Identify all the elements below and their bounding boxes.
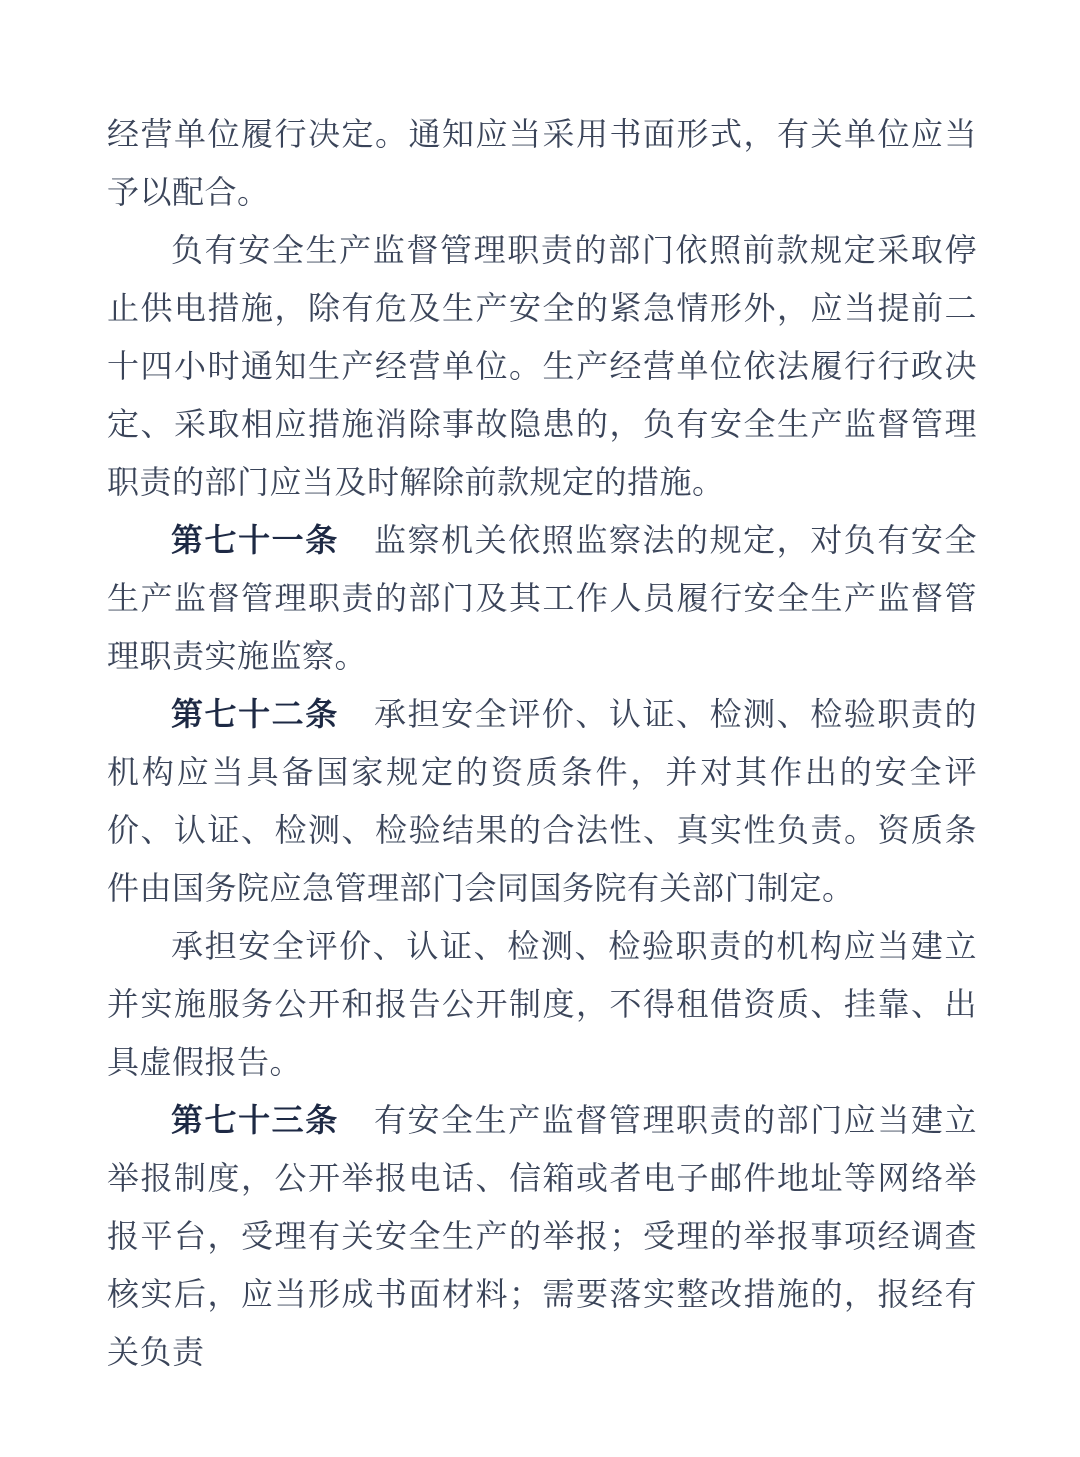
article-number: 第七十三条 [171,1102,339,1138]
paragraph-text: 负有安全生产监督管理职责的部门依照前款规定采取停止供电措施，除有危及生产安全的紧急情形外，应当提前二十四小时通知生产经营单位。生产经营单位依法履行行政决定、采取相应措施消除事故隐患的，负有安全生产监督管理职责的部门应当及时解除前款规定的措施。 [107,232,977,500]
paragraph-continuation [107,105,977,221]
paragraph-text: 承担安全评价、认证、检测、检验职责的机构应当建立并实施服务公开和报告公开制度，不得租借资质、挂靠、出具虚假报告。 [107,928,977,1080]
article-72-paragraph [107,685,977,917]
paragraph-text: 监察机关依照监察法的规定，对负有安全生产监督管理职责的部门及其工作人员履行安全生产监督管理职责实施监察。 [107,522,977,674]
paragraph-text: 经营单位履行决定。通知应当采用书面形式，有关单位应当予以配合。 [107,116,977,210]
paragraph [107,221,977,511]
article-71-paragraph [107,511,977,685]
paragraph-text: 承担安全评价、认证、检测、检验职责的机构应当具备国家规定的资质条件，并对其作出的安全评价、认证、检测、检验结果的合法性、真实性负责。资质条件由国务院应急管理部门会同国务院有关部门制定。 [107,696,977,906]
paragraph-text: 有安全生产监督管理职责的部门应当建立举报制度，公开举报电话、信箱或者电子邮件地址等网络举报平台，受理有关安全生产的举报；受理的举报事项经调查核实后，应当形成书面材料；需要落实整改措施的，报经有关负责 [107,1102,977,1370]
article-number: 第七十二条 [171,696,339,732]
article-number: 第七十一条 [171,522,339,558]
paragraph [107,917,977,1091]
article-73-paragraph [107,1091,977,1381]
